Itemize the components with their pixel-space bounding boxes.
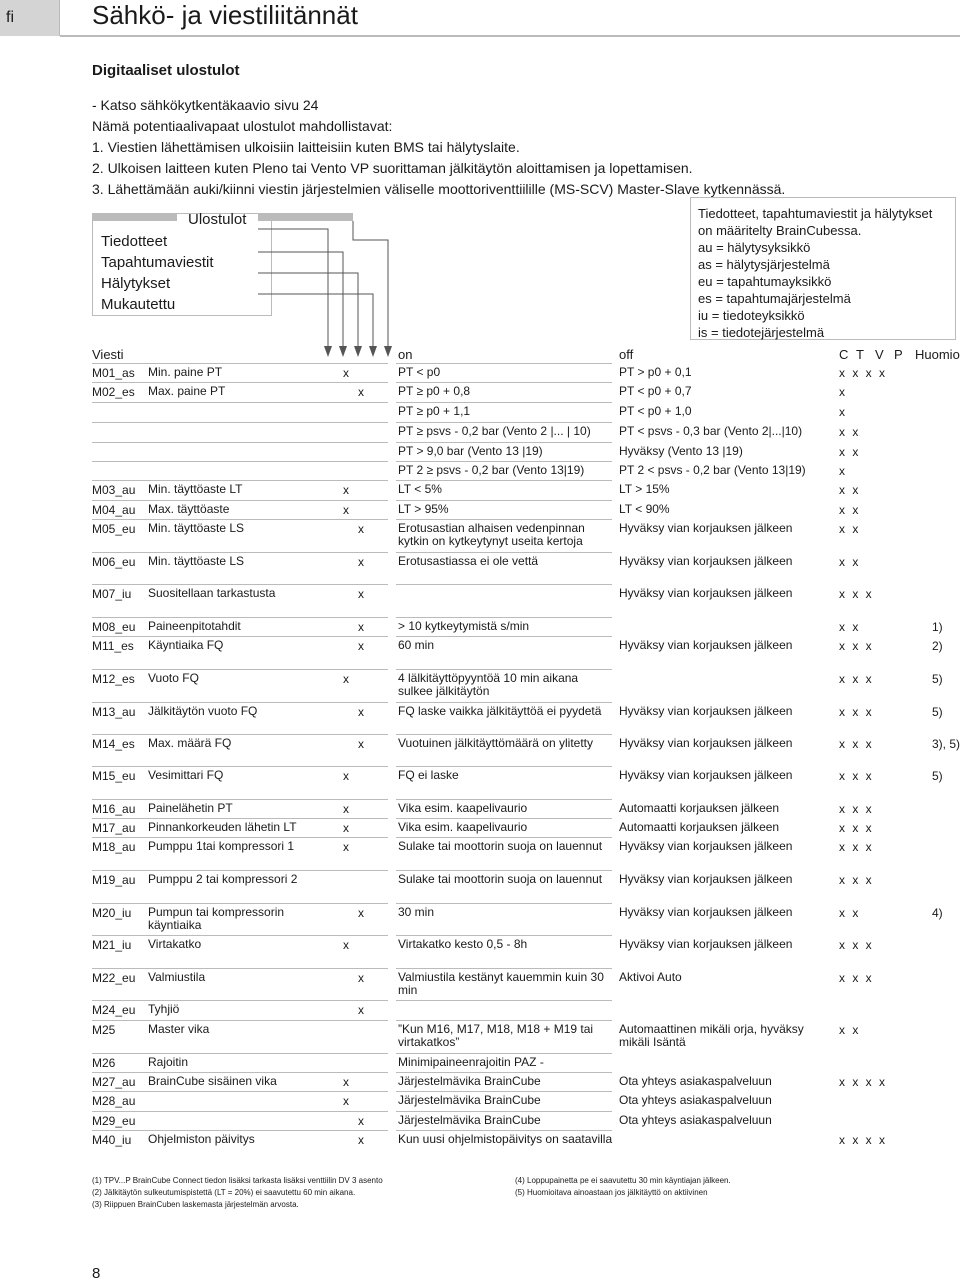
- table-cell-x: x: [343, 821, 349, 835]
- table-cell-x: x: [343, 802, 349, 816]
- table-cell-off: LT > 15%: [619, 482, 670, 496]
- table-cell-desc: Max. paine PT: [148, 384, 226, 398]
- table-cell-desc: Ohjelmiston päivitys: [148, 1132, 255, 1146]
- table-cell-ctvp: x x: [839, 555, 859, 569]
- table-cell-ctvp: x x: [839, 620, 859, 634]
- table-cell-desc: Valmiustila: [148, 970, 206, 984]
- table-cell-on: ”Kun M16, M17, M18, M18 + M19 tai virtakatkos”: [398, 1022, 594, 1049]
- row-rule: [92, 1000, 388, 1001]
- table-cell-code: M22_eu: [92, 971, 136, 985]
- row-rule: [396, 1072, 612, 1073]
- table-cell-desc: Jälkitäytön vuoto FQ: [148, 704, 258, 718]
- info-line: eu = tapahtumayksikkö: [698, 274, 832, 289]
- col-header-p: P: [894, 347, 903, 362]
- table-cell-ctvp: x x: [839, 1023, 859, 1037]
- table-cell-ctvp: x x x: [839, 672, 872, 686]
- table-cell-code: M06_eu: [92, 555, 136, 569]
- table-cell-on: Järjestelmävika BrainCube: [398, 1113, 541, 1127]
- table-cell-off: PT < psvs - 0,3 bar (Vento 2|...|10): [619, 424, 803, 438]
- table-cell-off: LT < 90%: [619, 502, 670, 516]
- table-cell-on: Erotusastian alhaisen vedenpinnan kytkin on kytkeytynyt useita kertoja: [398, 521, 585, 548]
- table-cell-x: x: [343, 1094, 349, 1108]
- table-cell-ctvp: x x x: [839, 737, 872, 751]
- table-cell-off: Automaatti korjauksen jälkeen: [619, 801, 780, 815]
- table-cell-code: M40_iu: [92, 1133, 132, 1147]
- table-cell-desc: Virtakatko: [148, 937, 202, 951]
- row-rule: [92, 669, 388, 670]
- row-rule: [92, 870, 388, 871]
- table-cell-off: Hyväksy vian korjauksen jälkeen: [619, 586, 793, 600]
- info-line: iu = tiedoteyksikkö: [698, 308, 805, 323]
- row-rule: [92, 1130, 388, 1131]
- table-cell-ctvp: x: [839, 405, 845, 419]
- table-cell-ctvp: x x: [839, 906, 859, 920]
- intro-line: 1. Viestien lähettämisen ulkoisiin laitteisiin kuten BMS tai hälytyslaite.: [92, 139, 520, 155]
- row-rule: [396, 669, 612, 670]
- row-rule: [396, 500, 612, 501]
- row-rule: [92, 552, 388, 553]
- table-cell-note: 3), 5): [932, 737, 960, 751]
- row-rule: [396, 766, 612, 767]
- table-cell-x: x: [343, 672, 349, 686]
- intro-line: 2. Ulkoisen laitteen kuten Pleno tai Vento VP suorittaman jälkitäytön aloittamisen ja lopettamisen.: [92, 160, 693, 176]
- table-cell-code: M18_au: [92, 840, 136, 854]
- table-cell-x: x: [343, 366, 349, 380]
- table-cell-x: x: [358, 639, 364, 653]
- table-cell-code: M24_eu: [92, 1003, 136, 1017]
- table-cell-on: Sulake tai moottorin suoja on lauennut: [398, 839, 603, 853]
- table-cell-ctvp: x x: [839, 522, 859, 536]
- table-cell-ctvp: x x x: [839, 705, 872, 719]
- table-cell-off: Hyväksy vian korjauksen jälkeen: [619, 768, 793, 782]
- row-rule: [92, 480, 388, 481]
- arrow-line: [258, 229, 328, 354]
- table-cell-ctvp: x x x: [839, 769, 872, 783]
- table-cell-off: Hyväksy vian korjauksen jälkeen: [619, 554, 793, 568]
- table-cell-desc: Max. täyttöaste: [148, 502, 230, 516]
- table-cell-code: M03_au: [92, 483, 136, 497]
- table-cell-x: x: [358, 385, 364, 399]
- table-cell-on: Kun uusi ohjelmistopäivitys on saatavilla: [398, 1132, 613, 1146]
- row-rule: [92, 363, 388, 364]
- table-cell-on: Valmiustila kestänyt kauemmin kuin 30 min: [398, 970, 604, 997]
- footnote: (3) Riippuen BrainCuben laskemasta järjestelmän arvosta.: [92, 1200, 299, 1209]
- table-cell-code: M14_es: [92, 737, 135, 751]
- row-rule: [92, 382, 388, 383]
- row-rule: [92, 1020, 388, 1021]
- table-cell-x: x: [343, 1075, 349, 1089]
- row-rule: [396, 552, 612, 553]
- row-rule: [396, 870, 612, 871]
- col-header-c: C: [839, 347, 849, 362]
- table-cell-x: x: [358, 906, 364, 920]
- table-cell-note: 2): [932, 639, 943, 653]
- row-rule: [396, 903, 612, 904]
- table-cell-code: M05_eu: [92, 522, 136, 536]
- table-cell-code: M17_au: [92, 821, 136, 835]
- table-cell-ctvp: x x x: [839, 938, 872, 952]
- info-line: is = tiedotejärjestelmä: [698, 325, 825, 340]
- table-cell-ctvp: x x x x: [839, 366, 886, 380]
- row-rule: [92, 617, 388, 618]
- table-cell-ctvp: x x x: [839, 639, 872, 653]
- table-cell-desc: Rajoitin: [148, 1055, 189, 1069]
- table-cell-ctvp: x x: [839, 503, 859, 517]
- table-cell-off: Ota yhteys asiakaspalveluun: [619, 1113, 772, 1127]
- row-rule: [396, 1053, 612, 1054]
- row-rule: [396, 818, 612, 819]
- table-cell-desc: Pinnankorkeuden lähetin LT: [148, 820, 297, 834]
- col-header-t: T: [856, 347, 864, 362]
- legend-item: Tapahtumaviestit: [101, 254, 214, 271]
- table-cell-code: M19_au: [92, 873, 136, 887]
- table-cell-code: M20_iu: [92, 906, 132, 920]
- table-cell-off: PT < p0 + 0,7: [619, 384, 692, 398]
- row-rule: [396, 734, 612, 735]
- page-title: Sähkö- ja viestiliitännät: [92, 0, 358, 30]
- row-rule: [92, 1053, 388, 1054]
- table-cell-on: PT < p0: [398, 365, 441, 379]
- table-cell-on: > 10 kytkeytymistä s/min: [398, 619, 530, 633]
- row-rule: [92, 968, 388, 969]
- table-cell-on: Vuotuinen jälkitäyttömäärä on ylitetty: [398, 736, 593, 750]
- table-cell-ctvp: x x x: [839, 873, 872, 887]
- row-rule: [396, 1130, 612, 1131]
- table-cell-off: Automaatti korjauksen jälkeen: [619, 820, 780, 834]
- table-cell-off: Hyväksy vian korjauksen jälkeen: [619, 905, 793, 919]
- table-cell-on: LT < 5%: [398, 482, 442, 496]
- table-cell-on: Järjestelmävika BrainCube: [398, 1093, 541, 1107]
- table-cell-off: Automaattinen mikäli orja, hyväksy mikäli Isäntä: [619, 1022, 804, 1049]
- table-cell-code: M04_au: [92, 503, 136, 517]
- table-cell-x: x: [358, 1133, 364, 1147]
- table-cell-code: M12_es: [92, 672, 135, 686]
- row-rule: [396, 402, 612, 403]
- row-rule: [396, 461, 612, 462]
- table-cell-ctvp: x: [839, 385, 845, 399]
- row-rule: [92, 935, 388, 936]
- table-cell-code: M29_eu: [92, 1114, 136, 1128]
- table-cell-on: PT ≥ p0 + 1,1: [398, 404, 471, 418]
- table-cell-code: M21_iu: [92, 938, 132, 952]
- table-cell-desc: Painelähetin PT: [148, 801, 233, 815]
- table-cell-off: Hyväksy (Vento 13 |19): [619, 444, 743, 458]
- row-rule: [92, 1091, 388, 1092]
- table-cell-ctvp: x x x: [839, 971, 872, 985]
- row-rule: [396, 1091, 612, 1092]
- table-cell-x: x: [358, 1003, 364, 1017]
- info-line: on määritelty BrainCubessa.: [698, 223, 862, 238]
- table-cell-desc: Pumpun tai kompressorin käyntiaika: [148, 905, 285, 932]
- row-rule: [92, 818, 388, 819]
- row-rule: [396, 837, 612, 838]
- col-header-viesti: Viesti: [92, 347, 124, 362]
- table-cell-ctvp: x x x: [839, 802, 872, 816]
- table-cell-desc: Master vika: [148, 1022, 210, 1036]
- table-cell-ctvp: x x: [839, 445, 859, 459]
- row-rule: [92, 766, 388, 767]
- table-cell-code: M08_eu: [92, 620, 136, 634]
- arrow-line: [258, 252, 343, 354]
- table-cell-note: 5): [932, 672, 943, 686]
- table-cell-on: 60 min: [398, 638, 435, 652]
- legend-title: Ulostulot: [188, 211, 247, 228]
- row-rule: [92, 734, 388, 735]
- table-cell-off: Hyväksy vian korjauksen jälkeen: [619, 638, 793, 652]
- row-rule: [396, 636, 612, 637]
- footnote: (5) Huomioitava ainoastaan jos jälkitäyttö on aktiivinen: [515, 1188, 708, 1197]
- table-cell-off: PT 2 < psvs - 0,2 bar (Vento 13|19): [619, 463, 806, 477]
- table-cell-code: M07_iu: [92, 587, 132, 601]
- row-rule: [92, 1072, 388, 1073]
- table-cell-off: PT > p0 + 0,1: [619, 365, 692, 379]
- footnote: (4) Loppupainetta pe ei saavutettu 30 min käyntiajan jälkeen.: [515, 1176, 731, 1185]
- row-rule: [92, 903, 388, 904]
- row-rule: [396, 382, 612, 383]
- table-cell-on: Sulake tai moottorin suoja on lauennut: [398, 872, 603, 886]
- row-rule: [396, 617, 612, 618]
- table-cell-off: Hyväksy vian korjauksen jälkeen: [619, 521, 793, 535]
- table-cell-code: M26: [92, 1056, 116, 1070]
- row-rule: [92, 442, 388, 443]
- table-cell-ctvp: x x x: [839, 587, 872, 601]
- table-cell-desc: Min. täyttöaste LT: [148, 482, 243, 496]
- footnote: (1) TPV...P BrainCube Connect tiedon lisäksi tarkasta lisäksi venttiilin DV 3 asento: [92, 1176, 383, 1185]
- row-rule: [396, 799, 612, 800]
- table-cell-x: x: [358, 1114, 364, 1128]
- row-rule: [396, 422, 612, 423]
- table-cell-code: M02_es: [92, 385, 135, 399]
- row-rule: [92, 799, 388, 800]
- table-cell-note: 5): [932, 769, 943, 783]
- row-rule: [92, 636, 388, 637]
- table-cell-x: x: [343, 483, 349, 497]
- table-cell-x: x: [358, 555, 364, 569]
- row-rule: [396, 935, 612, 936]
- table-cell-ctvp: x x: [839, 425, 859, 439]
- table-cell-desc: Vesimittari FQ: [148, 768, 224, 782]
- row-rule: [92, 1111, 388, 1112]
- row-rule: [92, 837, 388, 838]
- table-cell-desc: BrainCube sisäinen vika: [148, 1074, 277, 1088]
- footnote: (2) Jälkitäytön sulkeutumispistettä (LT = 20%) ei saavutettu 60 min aikana.: [92, 1188, 356, 1197]
- row-rule: [92, 402, 388, 403]
- page-number: 8: [92, 1265, 101, 1282]
- info-line: as = hälytysjärjestelmä: [698, 257, 830, 272]
- info-line: Tiedotteet, tapahtumaviestit ja hälytykset: [698, 206, 933, 221]
- table-cell-off: Hyväksy vian korjauksen jälkeen: [619, 839, 793, 853]
- section-heading: Digitaaliset ulostulot: [92, 62, 240, 79]
- table-cell-ctvp: x x: [839, 483, 859, 497]
- row-rule: [396, 1020, 612, 1021]
- table-cell-on: PT > 9,0 bar (Vento 13 |19): [398, 444, 543, 458]
- table-cell-x: x: [358, 522, 364, 536]
- table-cell-x: x: [343, 938, 349, 952]
- table-cell-code: M01_as: [92, 366, 135, 380]
- table-cell-off: Ota yhteys asiakaspalveluun: [619, 1093, 772, 1107]
- intro-line: - Katso sähkökytkentäkaavio sivu 24: [92, 97, 319, 113]
- table-cell-desc: Suositellaan tarkastusta: [148, 586, 276, 600]
- table-cell-code: M27_au: [92, 1075, 136, 1089]
- row-rule: [396, 968, 612, 969]
- table-cell-off: Hyväksy vian korjauksen jälkeen: [619, 872, 793, 886]
- table-cell-on: Vika esim. kaapelivaurio: [398, 820, 528, 834]
- info-line: au = hälytysyksikkö: [698, 240, 811, 255]
- table-cell-desc: Pumppu 2 tai kompressori 2: [148, 872, 298, 886]
- table-cell-note: 5): [932, 705, 943, 719]
- table-cell-off: Hyväksy vian korjauksen jälkeen: [619, 937, 793, 951]
- table-cell-code: M11_es: [92, 639, 134, 653]
- table-cell-on: PT 2 ≥ psvs - 0,2 bar (Vento 13|19): [398, 463, 585, 477]
- intro-line: 3. Lähettämään auki/kiinni viestin järjestelmien väliselle moottoriventtiilille (MS-SCV) Master-Slave kytkennässä.: [92, 181, 786, 197]
- table-cell-off: Aktivoi Auto: [619, 970, 682, 984]
- table-cell-ctvp: x x x x: [839, 1075, 886, 1089]
- table-cell-ctvp: x x x: [839, 840, 872, 854]
- table-cell-on: FQ laske vaikka jälkitäyttöä ei pyydetä: [398, 704, 602, 718]
- language-tab: fi: [0, 0, 60, 36]
- table-cell-note: 1): [932, 620, 943, 634]
- table-cell-desc: Paineenpitotahdit: [148, 619, 241, 633]
- table-cell-off: Ota yhteys asiakaspalveluun: [619, 1074, 772, 1088]
- row-rule: [396, 442, 612, 443]
- legend-item: Hälytykset: [101, 275, 171, 292]
- table-cell-code: M13_au: [92, 705, 136, 719]
- table-cell-desc: Min. täyttöaste LS: [148, 521, 245, 535]
- row-rule: [396, 480, 612, 481]
- table-cell-on: 4 lälkitäyttöpyyntöä 10 min aikana sulkee jälkitäytön: [398, 671, 579, 698]
- table-cell-on: PT ≥ psvs - 0,2 bar (Vento 2 |... | 10): [398, 424, 591, 438]
- table-cell-x: x: [343, 503, 349, 517]
- table-cell-desc: Käyntiaika FQ: [148, 638, 224, 652]
- table-cell-ctvp: x x x: [839, 821, 872, 835]
- row-rule: [396, 1000, 612, 1001]
- table-cell-desc: Min. täyttöaste LS: [148, 554, 245, 568]
- row-rule: [396, 363, 612, 364]
- table-cell-x: x: [343, 840, 349, 854]
- arrow-line: [258, 294, 373, 354]
- table-cell-on: Minimipaineenrajoitin PAZ -: [398, 1055, 544, 1069]
- table-cell-x: x: [358, 620, 364, 634]
- row-rule: [92, 584, 388, 585]
- table-cell-code: M15_eu: [92, 769, 136, 783]
- table-cell-code: M16_au: [92, 802, 136, 816]
- table-cell-ctvp: x: [839, 464, 845, 478]
- table-cell-ctvp: x x x x: [839, 1133, 886, 1147]
- col-header-huomio: Huomio: [915, 347, 960, 362]
- row-rule: [92, 422, 388, 423]
- table-cell-desc: Pumppu 1tai kompressori 1: [148, 839, 295, 853]
- table-cell-desc: Vuoto FQ: [148, 671, 199, 685]
- table-cell-code: M25: [92, 1023, 116, 1037]
- row-rule: [396, 702, 612, 703]
- col-header-on: on: [398, 347, 413, 362]
- info-line: es = tapahtumajärjestelmä: [698, 291, 851, 306]
- row-rule: [396, 1111, 612, 1112]
- col-header-off: off: [619, 347, 634, 362]
- table-cell-on: FQ ei laske: [398, 768, 459, 782]
- table-cell-x: x: [343, 769, 349, 783]
- table-cell-off: Hyväksy vian korjauksen jälkeen: [619, 736, 793, 750]
- legend-item: Tiedotteet: [101, 233, 168, 250]
- table-cell-on: Virtakatko kesto 0,5 - 8h: [398, 937, 528, 951]
- table-cell-on: PT ≥ p0 + 0,8: [398, 384, 471, 398]
- table-cell-on: Järjestelmävika BrainCube: [398, 1074, 541, 1088]
- row-rule: [92, 702, 388, 703]
- table-cell-on: Erotusastiassa ei ole vettä: [398, 554, 539, 568]
- table-cell-on: Vika esim. kaapelivaurio: [398, 801, 528, 815]
- intro-line: Nämä potentiaalivapaat ulostulot mahdollistavat:: [92, 118, 393, 134]
- table-cell-x: x: [358, 737, 364, 751]
- row-rule: [92, 500, 388, 501]
- table-cell-off: Hyväksy vian korjauksen jälkeen: [619, 704, 793, 718]
- row-rule: [92, 519, 388, 520]
- row-rule: [396, 519, 612, 520]
- table-cell-on: 30 min: [398, 905, 435, 919]
- table-cell-note: 4): [932, 906, 943, 920]
- table-cell-x: x: [358, 705, 364, 719]
- row-rule: [396, 584, 612, 585]
- table-cell-desc: Tyhjiö: [148, 1002, 180, 1016]
- legend-item: Mukautettu: [101, 296, 176, 313]
- table-cell-desc: Min. paine PT: [148, 365, 223, 379]
- table-cell-code: M28_au: [92, 1094, 136, 1108]
- col-header-v: V: [875, 347, 884, 362]
- table-cell-x: x: [358, 971, 364, 985]
- table-cell-x: x: [358, 587, 364, 601]
- table-cell-desc: Max. määrä FQ: [148, 736, 232, 750]
- table-cell-on: LT > 95%: [398, 502, 449, 516]
- table-cell-off: PT < p0 + 1,0: [619, 404, 692, 418]
- row-rule: [92, 461, 388, 462]
